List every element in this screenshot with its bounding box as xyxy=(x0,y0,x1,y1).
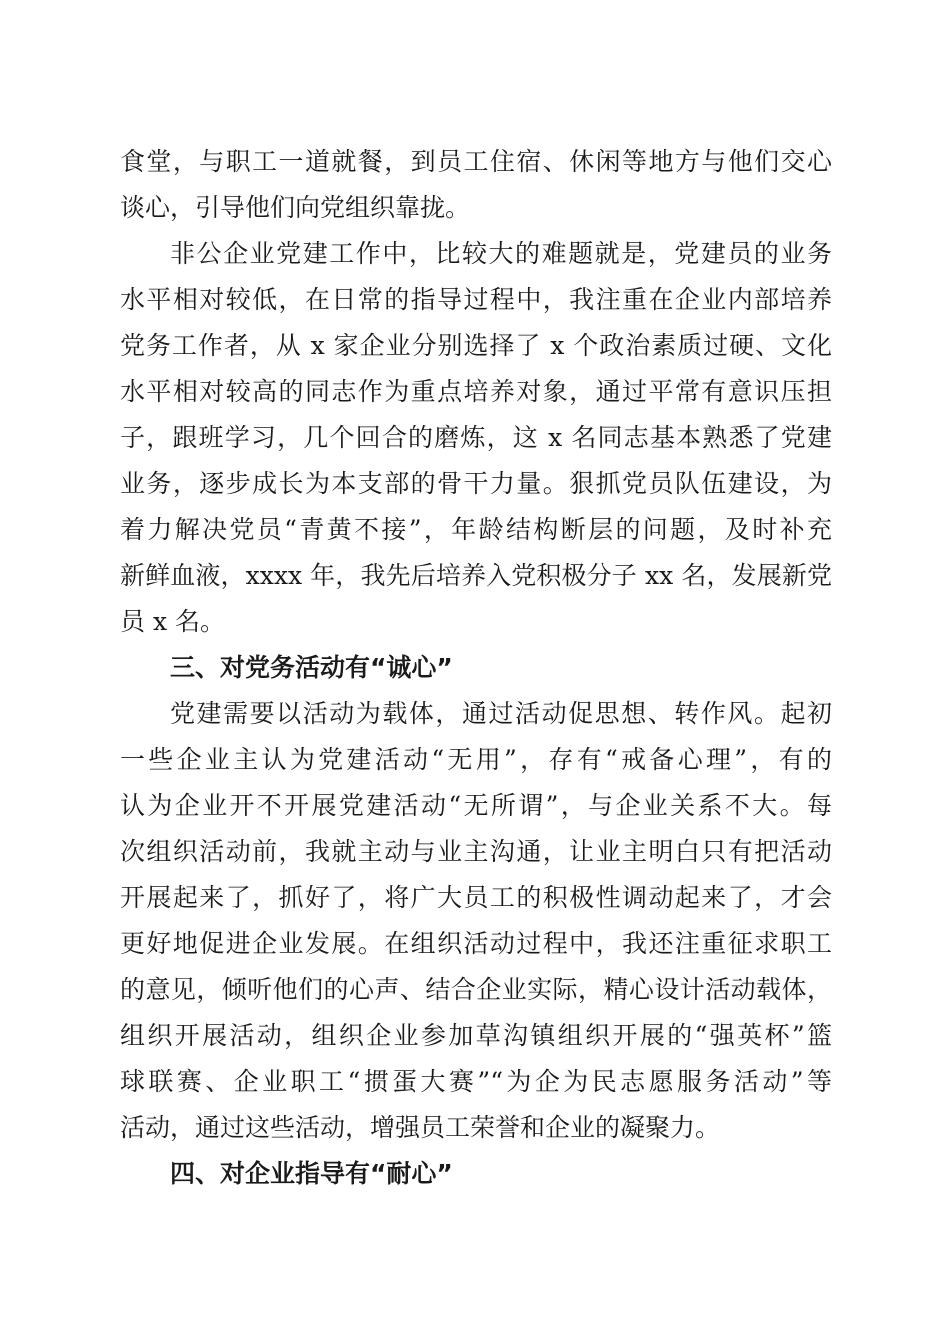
paragraph-line: 认为企业开不开展党建活动“无所谓”，与企业关系不大。每 xyxy=(120,791,832,820)
paragraph-line: 的意见，倾听他们的心声、结合企业实际，精心设计活动载体， xyxy=(120,975,832,1004)
paragraph-line: 新鲜血液，xxxx 年，我先后培养入党积极分子 xx 名，发展新党 xyxy=(120,561,832,590)
paragraph-line: 更好地促进企业发展。在组织活动过程中，我还注重征求职工 xyxy=(120,929,832,958)
paragraph-line: 活动，通过这些活动，增强员工荣誉和企业的凝聚力。 xyxy=(120,1113,721,1142)
paragraph-line: 非公企业党建工作中，比较大的难题就是，党建员的业务 xyxy=(170,239,832,268)
section-heading: 四、对企业指导有“耐心” xyxy=(170,1159,453,1188)
paragraph-line: 水平相对较高的同志作为重点培养对象，通过平常有意识压担 xyxy=(120,377,832,406)
paragraph-line: 组织开展活动，组织企业参加草沟镇组织开展的“强英杯”篮 xyxy=(120,1021,832,1050)
paragraph-line: 谈心，引导他们向党组织靠拢。 xyxy=(120,193,471,222)
paragraph-line: 食堂，与职工一道就餐，到员工住宿、休闲等地方与他们交心 xyxy=(120,147,832,176)
paragraph-line: 开展起来了，抓好了，将广大员工的积极性调动起来了，才会 xyxy=(120,883,832,912)
paragraph-line: 一些企业主认为党建活动“无用”，存有“戒备心理”，有的 xyxy=(120,745,832,774)
section-heading: 三、对党务活动有“诚心” xyxy=(170,653,453,682)
paragraph-line: 着力解决党员“青黄不接”，年龄结构断层的问题，及时补充 xyxy=(120,515,832,544)
paragraph-line: 员 x 名。 xyxy=(120,607,225,636)
paragraph-line: 水平相对较低，在日常的指导过程中，我注重在企业内部培养 xyxy=(120,285,832,314)
paragraph-line: 党建需要以活动为载体，通过活动促思想、转作风。起初 xyxy=(170,699,832,728)
paragraph-line: 次组织活动前，我就主动与业主沟通，让业主明白只有把活动 xyxy=(120,837,832,866)
paragraph-line: 球联赛、企业职工“掼蛋大赛”“为企为民志愿服务活动”等 xyxy=(120,1067,832,1096)
paragraph-line: 党务工作者，从 x 家企业分别选择了 x 个政治素质过硬、文化 xyxy=(120,331,832,360)
paragraph-line: 子，跟班学习，几个回合的磨炼，这 x 名同志基本熟悉了党建 xyxy=(120,423,832,452)
paragraph-line: 业务，逐步成长为本支部的骨干力量。狠抓党员队伍建设，为 xyxy=(120,469,832,498)
